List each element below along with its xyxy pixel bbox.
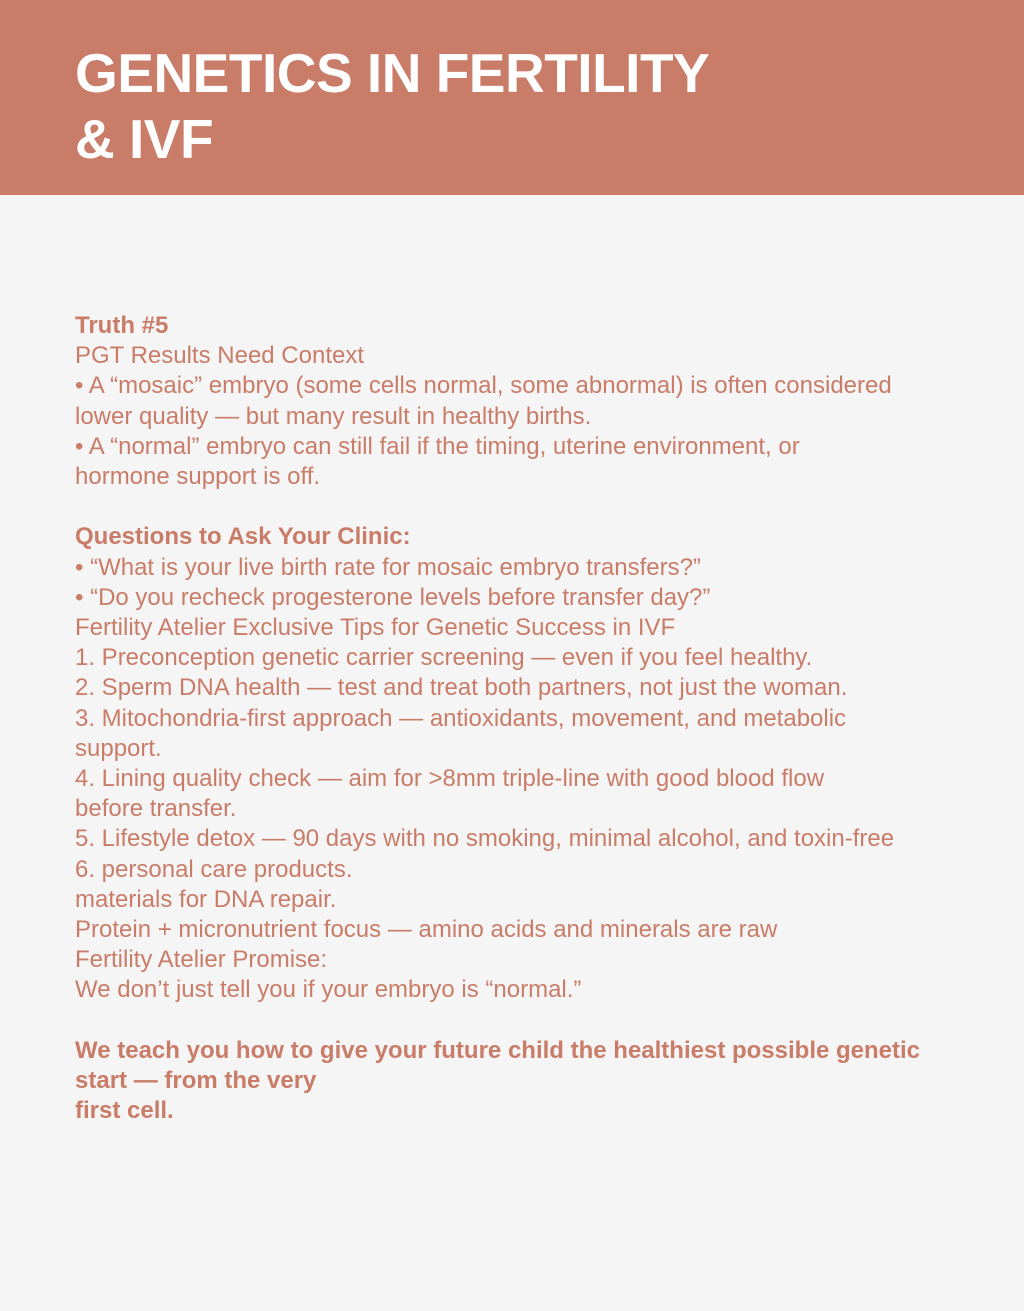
header-banner — [0, 0, 1024, 195]
closing-line: start — from the very — [75, 1067, 317, 1095]
truth-line: hormone support is off. — [75, 463, 321, 491]
body-line: • “Do you recheck progesterone levels before transfer day?” — [75, 583, 711, 611]
paragraph-spacer — [75, 1006, 1015, 1036]
body-line: • “What is your live birth rate for mosaic embryo transfers?” — [75, 553, 701, 581]
body-line: before transfer. — [75, 795, 237, 823]
truth-heading: Truth #5 — [75, 312, 169, 339]
truth-line: • A “mosaic” embryo (some cells normal, some abnormal) is often considered — [75, 372, 892, 400]
body-line: Fertility Atelier Promise: — [75, 946, 328, 974]
body-line: materials for DNA repair. — [75, 885, 337, 913]
title-line-1: GENETICS IN FERTILITY — [75, 42, 710, 104]
body-line: Protein + micronutrient focus — amino acids and minerals are raw — [75, 916, 778, 944]
body-line: 3. Mitochondria-first approach — antioxidants, movement, and metabolic — [75, 704, 847, 732]
page-title — [75, 40, 709, 172]
truth-line: lower quality — but many result in healthy births. — [75, 402, 592, 430]
truth-line: • A “normal” embryo can still fail if the timing, uterine environment, or — [75, 432, 800, 460]
questions-heading: Questions to Ask Your Clinic: — [75, 523, 411, 551]
closing-line: We teach you how to give your future child the healthiest possible genetic — [75, 1036, 921, 1064]
body-line: 5. Lifestyle detox — 90 days with no smoking, minimal alcohol, and toxin-free — [75, 825, 895, 853]
document-body — [75, 311, 1015, 1126]
body-line: We don’t just tell you if your embryo is “normal.” — [75, 976, 582, 1004]
body-line: 2. Sperm DNA health — test and treat both partners, not just the woman. — [75, 674, 848, 702]
body-line: Fertility Atelier Exclusive Tips for Genetic Success in IVF — [75, 614, 676, 642]
title-line-2: & IVF — [75, 108, 214, 170]
truth-subtitle: PGT Results Need Context — [75, 342, 365, 370]
paragraph-spacer — [75, 492, 1015, 522]
body-line: 6. personal care products. — [75, 855, 353, 883]
body-line: 4. Lining quality check — aim for >8mm triple-line with good blood flow — [75, 765, 825, 793]
body-line: support. — [75, 734, 162, 762]
closing-line: first cell. — [75, 1097, 174, 1125]
body-line: 1. Preconception genetic carrier screening — even if you feel healthy. — [75, 644, 813, 672]
